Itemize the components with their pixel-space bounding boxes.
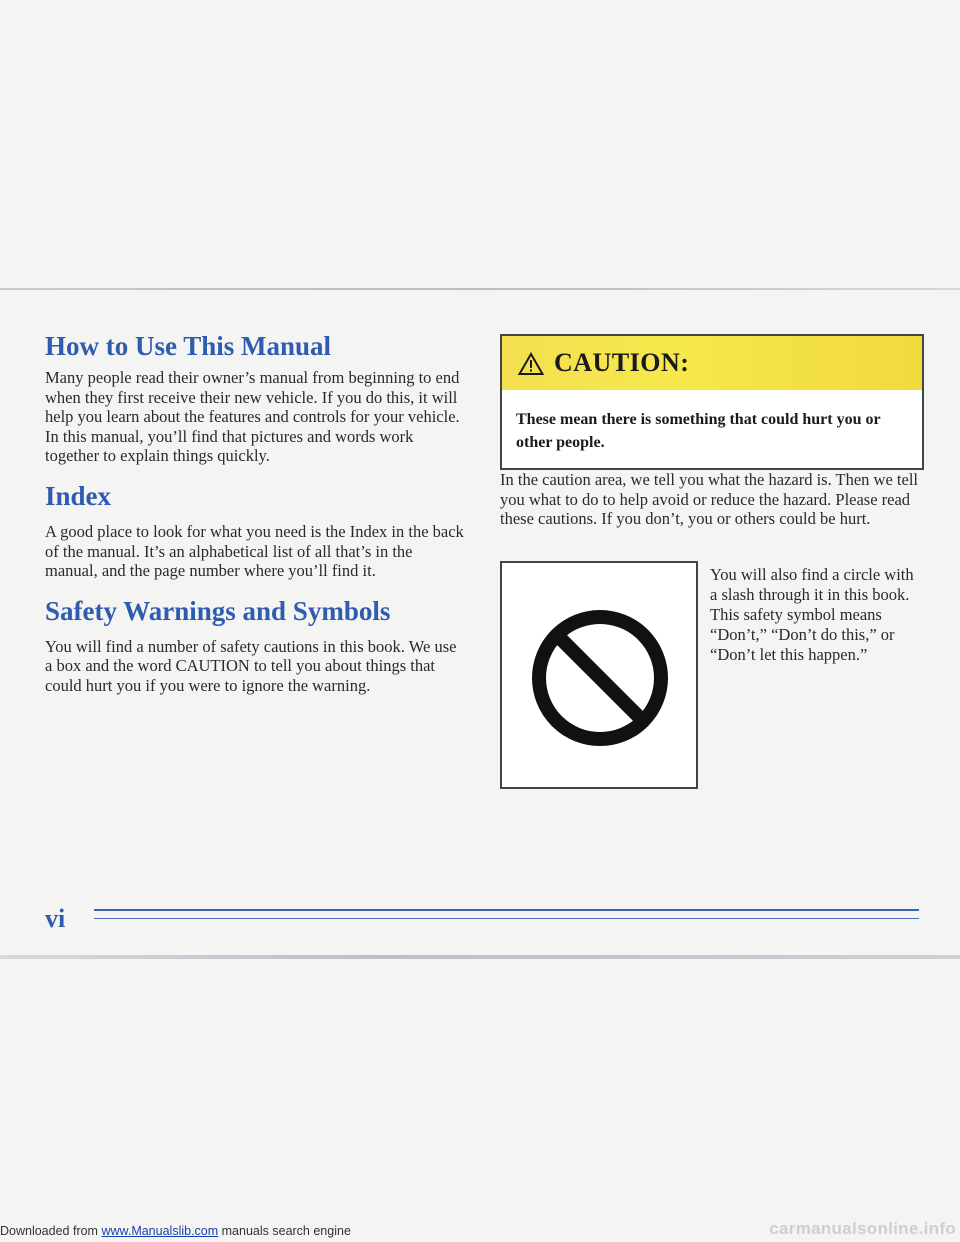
section-index — [45, 480, 465, 581]
prohibition-symbol-box — [500, 561, 698, 789]
caution-title: CAUTION: — [554, 348, 690, 377]
paragraph-how-to-use: Many people read their owner’s manual from beginning to end when they first receive their new vehicle. If you do this, it will help you learn about the features and controls for your vehicle. In this manual, you’ll find that pictures and words work together to explain things quickly. — [45, 368, 460, 466]
top-divider — [0, 288, 960, 290]
download-footer — [0, 1224, 351, 1238]
heading-how-to-use: How to Use This Manual — [45, 331, 332, 361]
footer-rule-thin — [94, 918, 919, 919]
caution-box — [500, 334, 924, 470]
page-number: vi — [45, 904, 66, 933]
section-safety-warnings — [45, 595, 465, 696]
footer-prefix: Downloaded from — [0, 1224, 102, 1238]
manualslib-link[interactable]: www.Manualslib.com — [101, 1224, 219, 1238]
paragraph-safety-warnings: You will find a number of safety cautions in this book. We use a box and the word CAUTION to tell you about things that could hurt you if you were to ignore the warning. — [45, 636, 457, 695]
paragraph-caution-area: In the caution area, we tell you what the hazard is. Then we tell you what to do to help avoid or reduce the hazard. Please read these cautions. If you don’t, you or others could be hurt. — [500, 470, 918, 529]
footer-rule-thick — [94, 909, 919, 911]
symbol-row — [500, 549, 930, 789]
footer-suffix: manuals search engine — [218, 1224, 351, 1238]
prohibition-icon — [529, 607, 671, 749]
right-column — [500, 334, 930, 789]
paragraph-index: A good place to look for what you need is the Index in the back of the manual. It’s an alphabetical list of all that’s in the manual, and the page number where you’ll find it. — [45, 521, 464, 581]
watermark: carmanualsonline.info — [769, 1219, 956, 1238]
left-column — [45, 330, 465, 696]
paragraph-symbol: You will also find a circle with a slash through it in this book. This safety symbol means “Don’t,” “Don’t do this,” or “Don’t let this happen.” — [710, 565, 914, 665]
caution-header — [502, 336, 922, 390]
warning-triangle-icon — [518, 352, 544, 376]
heading-index: Index — [45, 480, 112, 511]
heading-safety-warnings: Safety Warnings and Symbols — [45, 595, 391, 626]
bottom-shade — [0, 955, 960, 959]
section-how-to-use — [45, 330, 465, 466]
caution-text: These mean there is something that could hurt you or other people. — [516, 411, 881, 451]
